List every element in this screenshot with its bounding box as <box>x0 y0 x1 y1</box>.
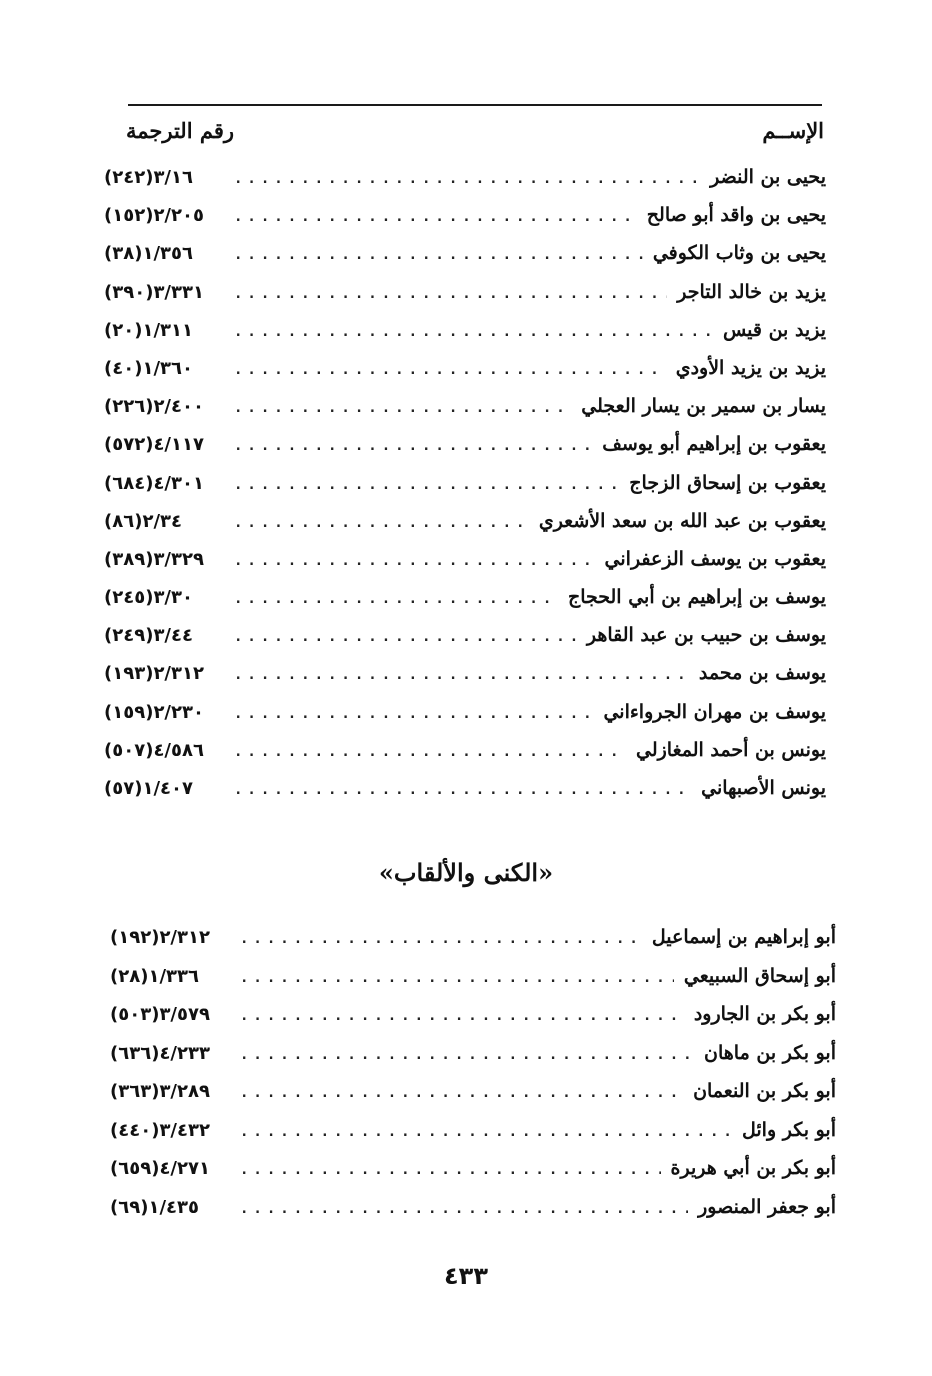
dot-leader <box>234 515 529 531</box>
dot-leader <box>240 1008 684 1024</box>
index-entry <box>104 510 826 548</box>
entry-reference: ٤/٢٧١(٦٥٩) <box>110 1158 210 1179</box>
index-entry <box>104 701 826 739</box>
entry-reference: ٢/٣٤(٨٦) <box>104 510 182 532</box>
page-number: ٤٣٣ <box>444 1262 488 1290</box>
index-entry <box>104 777 826 815</box>
index-entry <box>104 319 826 357</box>
entry-reference: ٢/٢٠٥(١٥٢) <box>104 205 204 227</box>
entry-name: يوسف بن مهران الجرواءاني <box>603 700 826 723</box>
entry-name: يوسف بن محمد <box>698 662 826 685</box>
dot-leader <box>234 553 595 569</box>
dot-leader <box>234 667 689 683</box>
entry-reference: ٣/٢٨٩(٣٦٣) <box>110 1081 210 1102</box>
dot-leader <box>234 171 700 187</box>
entry-name: أبو بكر بن النعمان <box>693 1080 836 1102</box>
entry-reference: ١/٣١١(٢٠) <box>104 319 193 341</box>
entry-name: يعقوب بن يوسف الزعفراني <box>604 547 826 570</box>
section-heading: «الكنى والألقاب» <box>378 858 554 887</box>
index-entry <box>110 1196 836 1235</box>
entry-name: أبو بكر بن ماهان <box>704 1041 836 1064</box>
index-entry <box>104 586 826 624</box>
index-entry <box>110 1157 836 1196</box>
entry-name: يونس الأصبهاني <box>701 777 826 799</box>
dot-leader <box>234 209 637 225</box>
dot-leader <box>240 1124 732 1140</box>
entry-reference: ٢/٤٠٠(٢٢٦) <box>104 396 204 418</box>
entry-name: أبو جعفر المنصور <box>698 1195 836 1218</box>
entry-reference: ٤/١١٧(٥٧٢) <box>104 434 204 456</box>
header-rule <box>128 104 822 106</box>
index-entry <box>110 965 836 1004</box>
entry-reference: ١/٣٦٠(٤٠) <box>104 357 193 379</box>
index-entry <box>104 357 826 395</box>
entry-name: يوسف بن إبراهيم بن أبي الحجاج <box>567 586 826 609</box>
entry-reference: ٣/٤٤(٢٤٩) <box>104 625 193 647</box>
entry-reference: ٣/٥٧٩(٥٠٣) <box>110 1004 210 1025</box>
dot-leader <box>240 931 642 947</box>
kunya-list <box>110 926 836 1234</box>
index-entry <box>110 1119 836 1158</box>
entry-reference: ٢/٢٣٠(١٥٩) <box>104 701 204 723</box>
entry-reference: ٣/٤٣٢(٤٤٠) <box>110 1119 210 1141</box>
dot-leader <box>234 438 592 454</box>
entry-name: يحيى بن واقد أبو صالح <box>646 204 826 227</box>
entry-name: يسار بن سمير بن يسار العجلي <box>581 395 826 418</box>
dot-leader <box>240 1085 683 1101</box>
index-entry <box>104 433 826 471</box>
dot-leader <box>234 400 571 416</box>
dot-leader <box>234 706 593 722</box>
dot-leader <box>234 362 666 378</box>
entry-name: يزيد بن يزيد الأودي <box>675 356 826 379</box>
index-entry <box>104 472 826 510</box>
entry-reference: ١/٤٠٧(٥٧) <box>104 778 193 799</box>
entry-reference: ٣/٣٣١(٣٩٠) <box>104 281 204 303</box>
entry-name: أبو بكر بن أبي هريرة <box>670 1157 836 1179</box>
entry-reference: ١/٣٥٦(٣٨) <box>104 243 193 265</box>
dot-leader <box>240 1047 694 1063</box>
dot-leader <box>234 324 713 340</box>
entry-name: يحيى بن النضر <box>710 166 826 188</box>
index-entry <box>110 926 836 965</box>
name-column-header: الإســم <box>762 118 824 143</box>
dot-leader <box>240 1201 688 1217</box>
dot-leader <box>234 477 619 493</box>
entry-name: أبو بكر وائل <box>741 1118 836 1141</box>
entry-reference: ٣/٣٠(٢٤٥) <box>104 587 193 609</box>
entry-name: يزيد بن خالد التاجر <box>677 280 826 303</box>
entry-name: يحيى بن وثاب الكوفي <box>652 242 826 265</box>
entry-reference: ٤/٢٣٣(٦٣٦) <box>110 1042 210 1064</box>
entry-reference: ٢/٣١٢(١٩٣) <box>104 663 204 685</box>
entry-name: يعقوب بن إبراهيم أبو يوسف <box>602 433 826 456</box>
entry-reference: ٤/٥٨٦(٥٠٧) <box>104 739 204 761</box>
entry-name: أبو إسحاق السبيعي <box>683 964 836 987</box>
entry-name: أبو إبراهيم بن إسماعيل <box>651 926 836 948</box>
entry-reference: ١/٣٣٦(٢٨) <box>110 965 199 987</box>
index-entry <box>104 739 826 777</box>
entry-reference: ٣/١٦(٢٤٢) <box>104 167 193 188</box>
index-entry <box>104 281 826 319</box>
index-entry <box>104 548 826 586</box>
entry-reference: ١/٤٣٥(٦٩) <box>110 1196 199 1218</box>
dot-leader <box>234 744 626 760</box>
index-entry <box>104 395 826 433</box>
index-entry <box>110 1003 836 1042</box>
entry-name: يعقوب بن عبد الله بن سعد الأشعري <box>538 509 826 532</box>
entry-reference: ٢/٣١٢(١٩٢) <box>110 927 210 948</box>
index-entry <box>104 242 826 280</box>
index-entry <box>104 624 826 662</box>
entry-name: يعقوب بن إسحاق الزجاج <box>629 471 826 494</box>
dot-leader <box>240 1162 661 1178</box>
index-entry <box>110 1042 836 1081</box>
index-entry <box>104 204 826 242</box>
index-entry <box>104 662 826 700</box>
index-entry <box>110 1080 836 1119</box>
index-entry <box>104 166 826 204</box>
entry-reference: ٤/٣٠١(٦٨٤) <box>104 472 204 494</box>
dot-leader <box>234 629 577 645</box>
dot-leader <box>234 591 558 607</box>
entry-name: أبو بكر بن الجارود <box>693 1003 836 1025</box>
entry-name: يزيد بن قيس <box>722 318 826 341</box>
entry-reference: ٣/٣٢٩(٣٨٩) <box>104 548 204 570</box>
dot-leader <box>234 286 667 302</box>
entry-name: يونس بن أحمد المغازلي <box>636 738 826 761</box>
number-column-header: رقم الترجمة <box>126 118 235 143</box>
names-list <box>104 166 826 815</box>
dot-leader <box>234 782 691 798</box>
entry-name: يوسف بن حبيب بن عبد القاهر <box>586 624 826 647</box>
dot-leader <box>240 970 674 986</box>
dot-leader <box>234 247 643 263</box>
